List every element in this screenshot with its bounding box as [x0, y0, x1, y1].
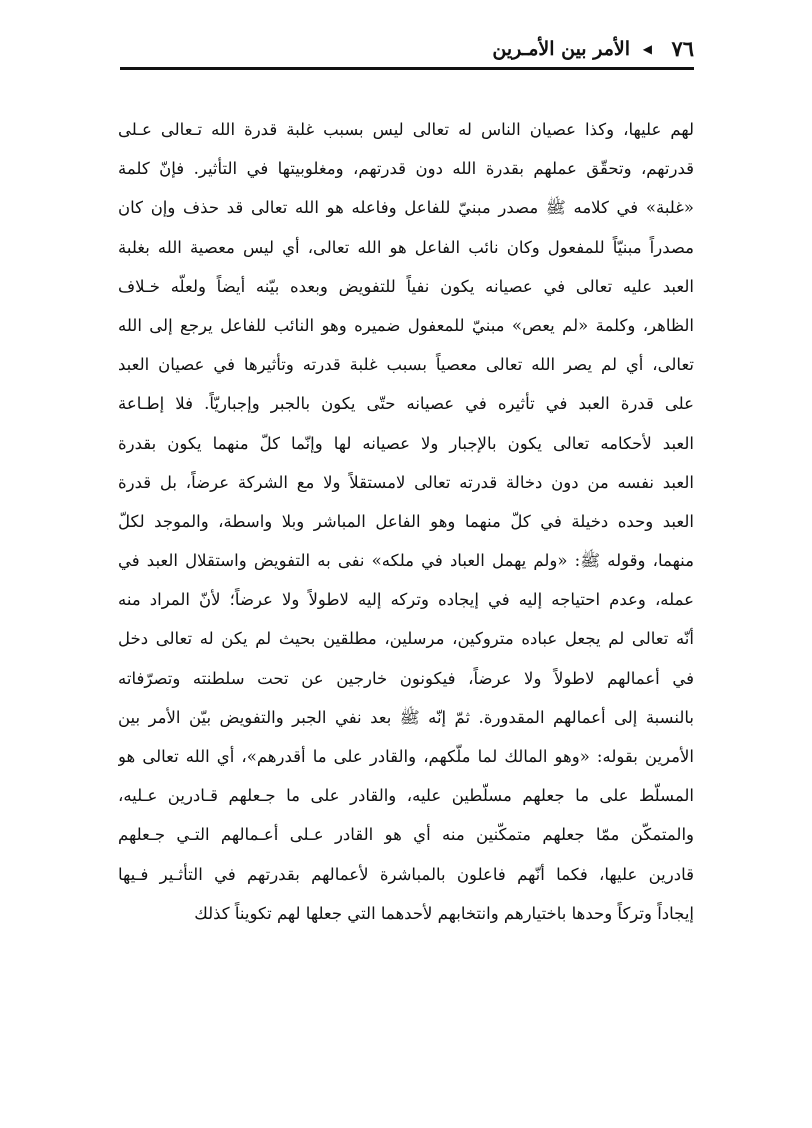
text-line: أنّه تعالى لم يجعل عباده متروكين، مرسلين، مطلقين بحيث لم يكن له تعالى دخل [118, 629, 694, 649]
text-line: عمله، وعدم احتياجه إليه في إيجاده وتركه إليه لاطولاً ولا عرضاً؛ لأنّ المراد منه [118, 590, 694, 610]
running-header [120, 34, 694, 70]
text-line: المسلّط على ما جعلهم مسلّطين عليه، والقادر على ما جـعلهم قـادرين عـليه، [118, 786, 694, 806]
text-line: العبد لأحكامه تعالى يكون بالإجبار ولا عصيانه لها وإنّما كلّ منهما يكون بقدرة [118, 433, 694, 453]
body-text [118, 110, 694, 1090]
text-line: قادرين عليها، فكما أنّهم فاعلون بالمباشرة لأعمالهم بقدرتهم في التأثـير فـيها [118, 864, 694, 884]
text-line: الأمرين بقوله: «وهو المالك لما ملّكهم، والقادر على ما أقدرهم»، أي الله تعالى هو [118, 747, 694, 766]
text-line: العبد عليه تعالى في عصيانه يكون نفياً للتفويض وبعده بيّنه أيضاً ولعلّه خـلاف [118, 276, 694, 296]
text-line: «غلبة» في كلامه ﷺ مصدر مبنيّ للفاعل وفاعله هو الله تعالى قد حذف وإن كان [118, 198, 694, 218]
text-line: قدرتهم، وتحقّق عملهم بقدرة الله دون قدرتهم، ومغلوبيتها في التأثير. فإنّ كلمة [118, 159, 694, 179]
text-line: والمتمكّن ممّا جعلهم متمكّنين منه أي هو القادر عـلى أعـمالهم التـي جـعلهم [118, 825, 694, 845]
running-title: الأمر بين الأمـرين [492, 38, 630, 60]
text-line: العبد وحده دخيلة في كلّ منهما وهو الفاعل المباشر وبلا واسطة، والموجد لكلّ [118, 511, 694, 531]
text-line: إيجاداً وتركاً وحدها باختيارهم وانتخابهم لأحدهما التي جعلها لهم تكويناً كذلك [194, 903, 694, 923]
text-line: مصدراً مبنيّاً للمفعول وكان نائب الفاعل هو الله تعالى، أي ليس معصية الله بغلبة [118, 237, 694, 257]
text-line: تعالى، أي لم يصر الله تعالى معصياً بسبب غلبة قدرته وتأثيرها في عصيان العبد [118, 355, 694, 375]
text-line: الظاهر، وكلمة «لم يعص» مبنيّ للمعفول ضميره وهو النائب للفاعل يرجع إلى الله [118, 315, 694, 335]
text-line: بالنسبة إلى أعمالهم المقدورة. ثمّ إنّه ﷺ بعد نفي الجبر والتفويض بيّن الأمر بين [118, 707, 694, 727]
text-line: منهما، وقوله ﷺ: «ولم يهمل العباد في ملكه» نفى به التفويض واستقلال العبد في [118, 551, 694, 571]
header-rule [120, 67, 694, 70]
page-number: ٧٦ [671, 36, 694, 61]
text-line: في أعمالهم لاطولاً ولا عرضاً، فيكونون خارجين عن تحت سلطنته وتصرّفاته [118, 668, 694, 688]
text-line: على قدرة العبد في تأثيره في عصيانه حتّى يكون بالجبر وإجباريّاً. فلا إطـاعة [118, 394, 694, 414]
triangle-left-icon: ◀ [642, 42, 652, 56]
text-line: العبد نفسه من دون دخالة قدرته تعالى لامستقلاً ولا مع الشركة عرضاً، بل قدرة [118, 472, 694, 492]
text-line: لهم عليها، وكذا عصيان الناس له تعالى ليس بسبب غلبة قدرة الله تـعالى عـلى [118, 120, 694, 139]
